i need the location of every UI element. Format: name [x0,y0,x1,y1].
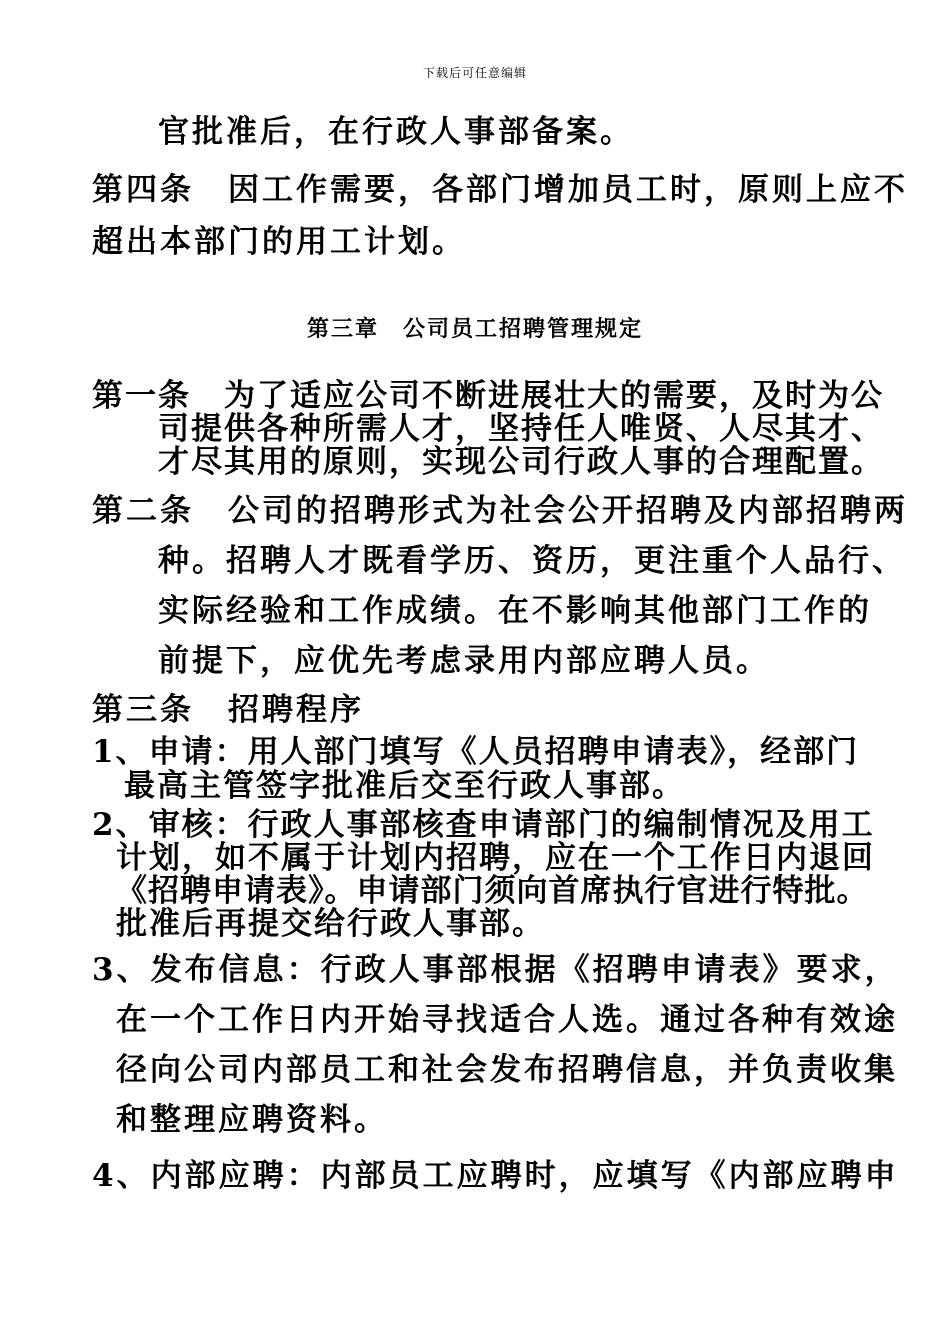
article-continuation-line: 官批准后，在行政人事部备案。 [158,114,634,150]
chapter3-article-2-line-1: 第二条 公司的招聘形式为社会公开招聘及内部招聘两 [92,493,908,529]
procedure-step-2-line-3: 《招聘申请表》。申请部门须向首席执行官进行特批。 [116,873,869,909]
procedure-step-2-line-1: 2、审核：行政人事部核查申请部门的编制情况及用工 [92,807,875,843]
page-header-note: 下载后可任意编辑 [422,66,527,80]
procedure-step-3-line-2: 在一个工作日内开始寻找适合人选。通过各种有效途 [116,1002,898,1038]
chapter3-article-2-line-2: 种。招聘人才既看学历、资历，更注重个人品行、 [158,543,906,579]
chapter3-article-2-line-4: 前提下，应优先考虑录用内部应聘人员。 [158,643,770,679]
procedure-step-2-line-4: 批准后再提交给行政人事部。 [116,906,545,942]
procedure-step-3-line-3: 径向公司内部员工和社会发布招聘信息，并负责收集 [116,1052,898,1088]
chapter3-article-3-heading: 第三条 招聘程序 [92,692,364,728]
procedure-step-1-line-1: 1、申请：用人部门填写《人员招聘申请表》，经部门 [92,734,860,770]
procedure-step-4-line-1: 4、内部应聘：内部员工应聘时，应填写《内部应聘申 [92,1158,899,1194]
article-4-line-1: 第四条 因工作需要，各部门增加员工时，原则上应不 [92,172,908,208]
procedure-step-2-line-2: 计划，如不属于计划内招聘，应在一个工作日内退回 [116,840,875,876]
procedure-step-3-line-1: 3、发布信息：行政人事部根据《招聘申请表》要求， [92,952,899,988]
chapter3-article-1-line-2: 司提供各种所需人才，坚持任人唯贤、人尽其才、 [158,411,884,447]
article-4-line-2: 超出本部门的用工计划。 [92,224,466,260]
procedure-step-3-line-4: 和整理应聘资料。 [116,1102,388,1138]
chapter3-article-2-line-3: 实际经验和工作成绩。在不影响其他部门工作的 [158,593,872,629]
chapter3-article-1-line-3: 才尽其用的原则，实现公司行政人事的合理配置。 [158,444,884,480]
chapter-3-title: 第三章 公司员工招聘管理规定 [306,316,643,342]
procedure-step-1-line-2: 最高主管签字批准后交至行政人事部。 [124,768,685,804]
chapter3-article-1-line-1: 第一条 为了适应公司不断进展壮大的需要，及时为公 [92,378,884,414]
